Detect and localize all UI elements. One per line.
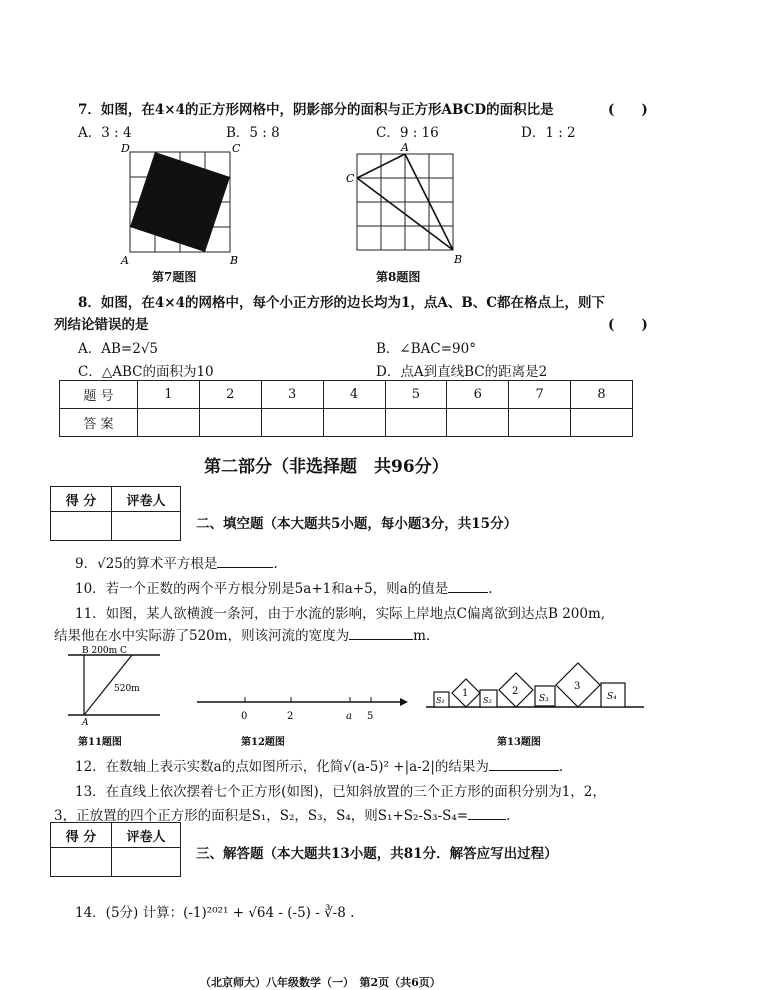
q11-end: m.	[413, 628, 431, 644]
answer-cell[interactable]	[509, 409, 571, 437]
q12-tick-5: 5	[367, 711, 374, 722]
grader-score-label: 得 分	[51, 487, 112, 512]
q12-tick-a: a	[346, 711, 352, 722]
grader-reviewer-label: 评卷人	[112, 487, 181, 512]
grader-reviewer-label: 评卷人	[112, 823, 181, 848]
q10-text: 10．若一个正数的两个平方根分别是5a+1和a+5，则a的值是	[75, 581, 449, 597]
q11-fig-bottom-label: A	[82, 718, 89, 727]
q11-line2	[54, 624, 430, 644]
q7-option-c: C．9 : 16	[376, 125, 439, 141]
q12-tick-2: 2	[287, 711, 294, 722]
q10-blank[interactable]	[448, 592, 488, 593]
answer-cell[interactable]	[571, 409, 633, 437]
answer-table-number: 8	[571, 381, 633, 409]
grader-reviewer-cell[interactable]	[112, 512, 181, 541]
q12	[75, 755, 563, 775]
answer-cell[interactable]	[261, 409, 323, 437]
q8-paren: ( )	[608, 317, 648, 333]
section3-title: 三、解答题（本大题共13小题，共81分．解答应写出过程）	[196, 846, 558, 862]
answer-table-header-row	[60, 381, 633, 409]
grader-score-label: 得 分	[51, 823, 112, 848]
q7-label-d: D	[121, 142, 130, 155]
grader-score-cell[interactable]	[51, 848, 112, 877]
answer-cell[interactable]	[138, 409, 200, 437]
q11-figure	[60, 645, 164, 727]
q10	[75, 577, 493, 597]
q13-line1: 13．在直线上依次摆着七个正方形(如图)，已知斜放置的三个正方形的面积分别为1，2，	[75, 784, 606, 800]
grader-score-cell[interactable]	[51, 512, 112, 541]
q7-paren: ( )	[608, 102, 648, 118]
answer-cell[interactable]	[323, 409, 385, 437]
answer-table-answer-row	[60, 409, 633, 437]
answer-table-answer-label: 答 案	[60, 409, 138, 437]
q13-upright-s4: S₄	[607, 692, 617, 702]
q7-label-c: C	[232, 142, 241, 155]
answer-cell[interactable]	[385, 409, 447, 437]
q9-blank[interactable]	[217, 567, 273, 568]
page-footer: （北京师大）八年级数学（一） 第2页（共6页）	[200, 976, 441, 989]
part2-title: 第二部分（非选择题 共96分）	[204, 457, 449, 477]
q8-stem-line2: 列结论错误的是	[54, 317, 149, 333]
answer-table-number: 5	[385, 381, 447, 409]
q9	[75, 552, 278, 572]
answer-table-number: 4	[323, 381, 385, 409]
q8-option-a: A．AB=2√5	[78, 341, 159, 357]
grader-box-section3	[50, 822, 181, 877]
answer-table-header-label: 题 号	[60, 381, 138, 409]
q8-label-c: C	[346, 172, 355, 185]
answer-table-number: 3	[261, 381, 323, 409]
grader-reviewer-cell[interactable]	[112, 848, 181, 877]
q7-option-a: A．3 : 4	[78, 125, 132, 141]
q12-end: .	[558, 759, 564, 775]
grader-box-section2	[50, 486, 181, 541]
q11-fig-top-label: B 200m C	[82, 646, 127, 656]
fig11-caption: 第11题图	[78, 737, 122, 748]
q8-figure	[343, 140, 471, 268]
q11-line1: 11．如图，某人欲横渡一条河，由于水流的影响，实际上岸地点C偏离欲到达点B 200m,	[75, 606, 606, 622]
answer-table-number: 2	[199, 381, 261, 409]
q7-label-a: A	[121, 254, 129, 267]
q7-stem: 7．如图，在4×4的正方形网格中，阴影部分的面积与正方形ABCD的面积比是	[78, 102, 554, 118]
q10-end: .	[488, 581, 493, 597]
answer-table-number: 7	[509, 381, 571, 409]
q8-label-b: B	[454, 253, 463, 266]
q8-fig-caption: 第8题图	[376, 270, 421, 284]
answer-table	[59, 380, 633, 437]
q12-tick-0: 0	[241, 711, 248, 722]
q13-line2	[54, 804, 510, 824]
q7-label-b: B	[230, 254, 239, 267]
answer-cell[interactable]	[447, 409, 509, 437]
q13-figure	[426, 655, 646, 713]
answer-table-number: 6	[447, 381, 509, 409]
answer-cell[interactable]	[199, 409, 261, 437]
q13-upright-s3: S₃	[539, 694, 549, 704]
q12-number-line	[195, 690, 410, 726]
q7-fig-caption: 第7题图	[152, 270, 197, 284]
q7-option-d: D．1 : 2	[521, 125, 576, 141]
q13-upright-s1: S₁	[436, 696, 445, 705]
q8-option-d: D．点A到直线BC的距离是2	[376, 364, 548, 380]
q13-tilted-3: 3	[574, 681, 581, 692]
q7-figure	[118, 140, 246, 268]
q13-text: 3，正放置的四个正方形的面积是S₁，S₂，S₃，S₄，则S₁+S₂-S₃-S₄=	[54, 808, 469, 824]
q13-tilted-1: 1	[462, 688, 469, 699]
fig13-caption: 第13题图	[497, 737, 541, 748]
fig12-caption: 第12题图	[241, 737, 285, 748]
q9-end: .	[273, 556, 278, 572]
section2-title: 二、填空题（本大题共5小题，每小题3分，共15分）	[196, 516, 518, 532]
q13-upright-s2: S₂	[483, 696, 492, 705]
q13-blank[interactable]	[468, 819, 506, 820]
q8-label-a: A	[401, 141, 409, 154]
q8-option-b: B．∠BAC=90°	[376, 341, 476, 357]
q12-blank[interactable]	[489, 770, 559, 771]
q11-blank[interactable]	[349, 639, 413, 640]
q7-option-b: B．5 : 8	[226, 125, 280, 141]
q13-tilted-2: 2	[512, 686, 519, 697]
q12-text: 12．在数轴上表示实数a的点如图所示，化简√(a-5)² +|a-2|的结果为	[75, 759, 489, 775]
q11-fig-side-label: 520m	[114, 684, 140, 694]
q14: 14．(5分) 计算：(-1)²⁰²¹ + √64 - (-5) - ∛-8 .	[75, 905, 355, 921]
q9-text: 9．√25的算术平方根是	[75, 556, 218, 572]
q8-stem-line1: 8．如图，在4×4的网格中，每个小正方形的边长均为1，点A、B、C都在格点上，则下	[78, 295, 606, 311]
q7-shaded-square	[130, 152, 230, 252]
q11-text: 结果他在水中实际游了520m，则该河流的宽度为	[54, 628, 350, 644]
answer-table-number: 1	[138, 381, 200, 409]
q8-option-c: C．△ABC的面积为10	[78, 364, 214, 380]
q13-end: .	[506, 808, 511, 824]
